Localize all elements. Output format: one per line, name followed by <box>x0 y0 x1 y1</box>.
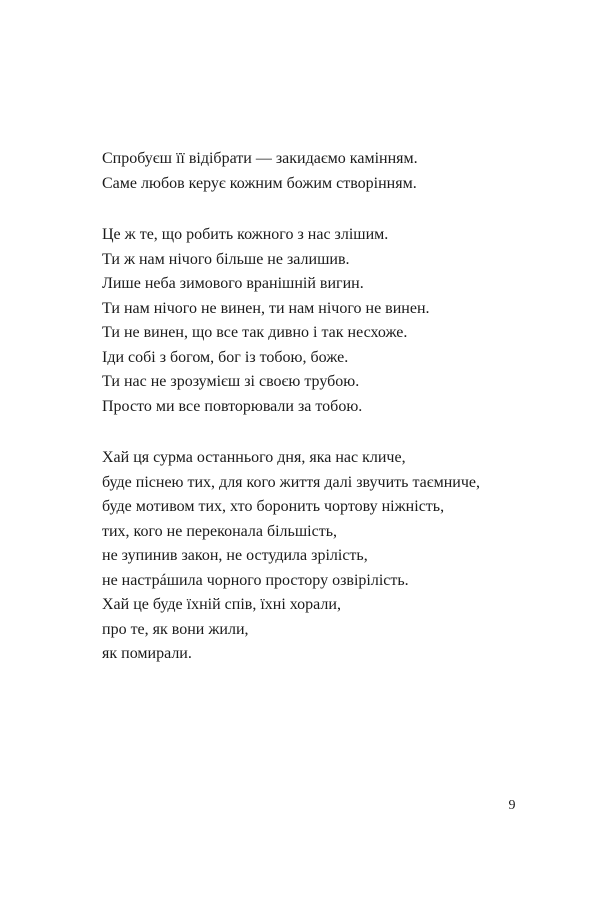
poem-line: Спробуєш її відібрати — закидаємо камінням. <box>102 150 418 167</box>
poem-line: Хай це буде їхній спів, їхні хорали, <box>102 596 341 613</box>
poem-line: тих, кого не переконала більшість, <box>102 522 337 540</box>
poem-line: не настрáшила чорного простору озвірілість. <box>102 571 409 589</box>
poem-line: не зупинив закон, не остудила зрілість, <box>102 547 368 564</box>
poem-line: Лише неба зимового вранішній вигин. <box>102 275 364 292</box>
poem-line: Ти нам нічого не винен, ти нам нічого не винен. <box>102 299 430 317</box>
poem-line: буде піснею тих, для кого життя далі звучить таємниче, <box>102 473 480 491</box>
poem-line: Це ж те, що робить кожного з нас злішим. <box>102 226 389 243</box>
stanza-2 <box>102 223 572 419</box>
stanza-3 <box>102 446 572 667</box>
poem-body <box>102 147 572 667</box>
poem-line: буде мотивом тих, хто боронить чортову ніжність, <box>102 498 445 515</box>
poem-line: Просто ми все повторювали за тобою. <box>102 397 363 415</box>
poem-line: Хай ця сурма останнього дня, яка нас кличе, <box>102 449 406 466</box>
poem-line: Ти не винен, що все так дивно і так несхоже. <box>102 324 408 341</box>
poem-line: Ти ж нам нічого більше не залишив. <box>102 250 350 268</box>
poem-line: Ти нас не зрозумієш зі своєю трубою. <box>102 373 360 390</box>
poem-line: Іди собі з богом, бог із тобою, боже. <box>102 348 349 366</box>
poem-line: про те, як вони жили, <box>102 620 249 638</box>
poem-line: Саме любов керує кожним божим створінням. <box>102 174 417 192</box>
stanza-1 <box>102 147 572 196</box>
poem-line: як помирали. <box>102 645 192 662</box>
page-number: 9 <box>508 798 516 813</box>
